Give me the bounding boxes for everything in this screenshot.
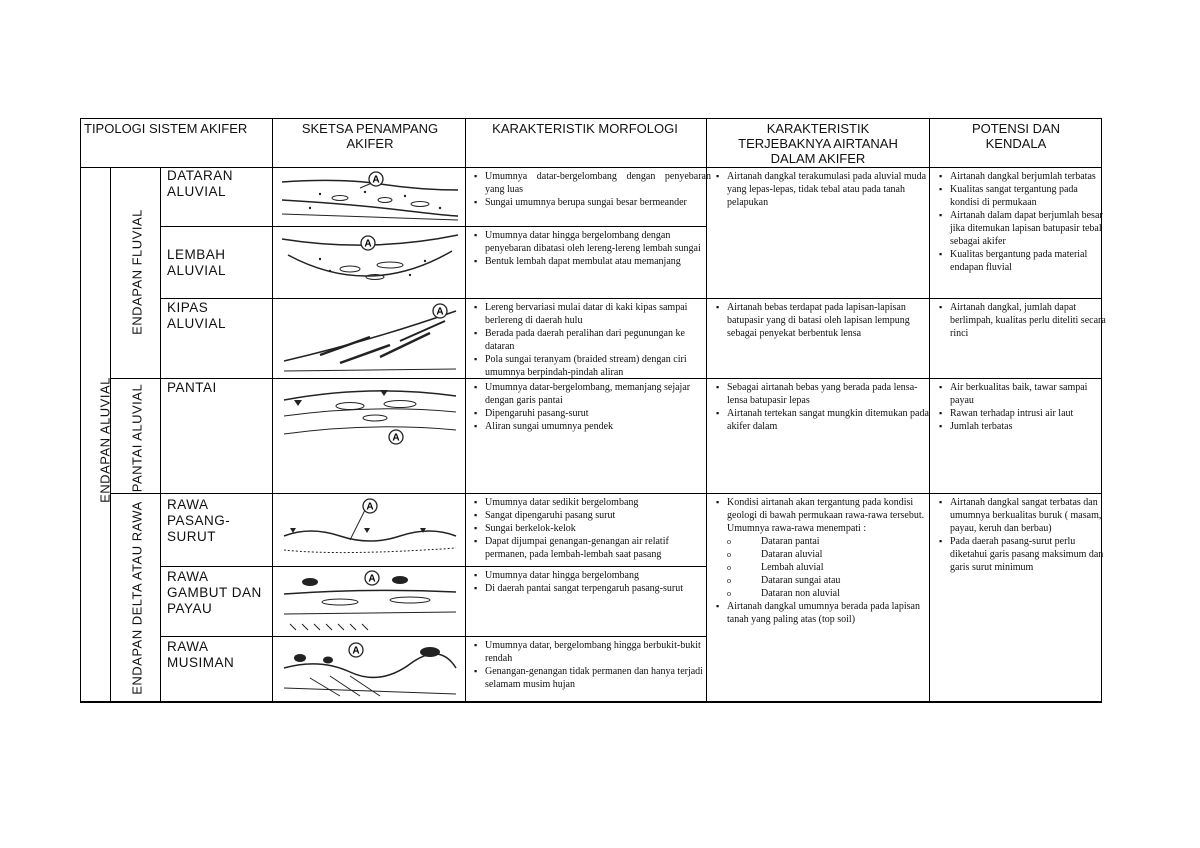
list-item: ▪ Bentuk lembah dapat membulat atau memanjang [485,255,711,268]
sketch-dataran-aluvial [280,170,460,224]
list-item: ▪ Airtanah dalam dapat berjumlah besar jika ditemukan lapisan batupasir tebal sebagai akifer [950,209,1108,248]
grid-line [160,566,706,567]
morfologi-pantai [474,381,711,433]
list-item: ▪ Airtanah dangkal terakumulasi pada aluvial muda yang lepas-lepas, tidak tebal atau pada tanah pelapukan [727,170,933,209]
type-dataran-aluvial: DATARAN ALUVIAL [167,168,234,199]
type-rawa-gambut: RAWA GAMBUT DAN PAYAU [167,569,262,616]
list-item: ▪ Pola sungai teranyam (braided stream) dengan ciri umumnya berpindah-pindah aliran [485,353,711,379]
sub-item: o Dataran pantai [761,535,933,548]
list-item: ▪ Air berkualitas baik, tawar sampai payau [950,381,1108,407]
list-item: ▪ Umumnya datar, bergelombang hingga berbukit-bukit rendah [485,639,711,665]
list-item: ▪ Umumnya datar hingga bergelombang dengan penyebaran dibatasi oleh lereng-lereng lembah sungai [485,229,711,255]
sub-item: o Dataran sungai atau [761,574,933,587]
grid-line [160,167,161,702]
grid-line [110,493,1102,494]
morfologi-gambut [474,569,711,595]
morfologi-pasang [474,496,711,561]
header-potensi: POTENSI DAN KENDALA [971,121,1061,151]
header-morfologi: KARAKTERISTIK MORFOLOGI [492,121,678,136]
potensi-fluvial [939,170,1108,274]
header-sketsa: SKETSA PENAMPANG AKIFER [301,121,439,151]
grid-line [465,118,466,703]
morfologi-kipas [474,301,711,379]
list-item: ▪ Airtanah bebas terdapat pada lapisan-lapisan batupasir yang di batasi oleh lapisan lempung sebagai penyekat berbentuk lensa [727,301,933,340]
sketch-lembah-aluvial [280,229,460,295]
type-lembah-aluvial: LEMBAH ALUVIAL [167,247,227,278]
sub-item: o Dataran non aluvial [761,587,933,600]
grid-line [80,118,1102,119]
sketch-label: A [364,238,372,250]
sketch-label: A [368,573,376,585]
potensi-delta [939,496,1108,574]
sketch-rawa-musiman [280,638,460,700]
header-tipologi: TIPOLOGI SISTEM AKIFER [84,121,248,136]
list-item: ▪ Sungai berkelok-kelok [485,522,711,535]
list-item: ▪ Aliran sungai umumnya pendek [485,420,711,433]
terjebak-kipas [716,301,933,340]
type-rawa-pasang-surut: RAWA PASANG- SURUT [167,497,231,544]
sketch-label: A [392,432,400,444]
list-item: ▪ Di daerah pantai sangat terpengaruh pasang-surut [485,582,711,595]
delta-intro: Kondisi airtanah akan tergantung pada kondisi geologi di bawah permukaan rawa-rawa tersebut. Umumnya rawa-rawa menempati : [727,497,925,534]
sketch-label: A [436,306,444,318]
grid-line [160,298,1102,299]
group-pantai-aluvial: PANTAI ALUVIAL [129,383,145,493]
sketch-kipas-aluvial [280,301,460,375]
grid-line [80,118,81,703]
list-item: ▪ Airtanah tertekan sangat mungkin ditemukan pada akifer dalam [727,407,933,433]
potensi-pantai [939,381,1108,433]
grid-line [160,636,706,637]
group-endapan-delta: ENDAPAN DELTA ATAU RAWA [129,501,145,695]
type-rawa-musiman: RAWA MUSIMAN [167,639,235,670]
list-item: ▪ Dapat dijumpai genangan-genangan air relatif permanen, pada lembah-lembah saat pasang [485,535,711,561]
grid-line [272,118,273,703]
list-item: ▪ Kualitas sangat tergantung pada kondisi di permukaan [950,183,1108,209]
morfologi-dataran [474,170,711,209]
list-item: ▪ Rawan terhadap intrusi air laut [950,407,1108,420]
list-item: ▪ Airtanah dangkal sangat terbatas dan umumnya berkualitas buruk ( masam, payau, keruh dan berbau) [950,496,1108,535]
group-endapan-aluvial: ENDAPAN ALUVIAL [97,377,113,503]
list-item: ▪ Umumnya datar sedikit bergelombang [485,496,711,509]
morfologi-musiman [474,639,711,691]
potensi-kipas [939,301,1108,340]
grid-line [80,701,1102,703]
group-endapan-fluvial: ENDAPAN FLUVIAL [129,209,145,335]
terjebak-fluvial [716,170,933,209]
list-item: ▪ Kualitas bergantung pada material endapan fluvial [950,248,1108,274]
list-item: ▪ Jumlah terbatas [950,420,1108,433]
list-item [727,496,933,600]
type-pantai: PANTAI [167,380,217,395]
sub-item: o Lembah aluvial [761,561,933,574]
sketch-label: A [372,174,380,186]
list-item: ▪ Dipengaruhi pasang-surut [485,407,711,420]
header-terjebak: KARAKTERISTIK TERJEBAKNYA AIRTANAH DALAM AKIFER [738,121,898,166]
list-item: ▪ Umumnya datar-bergelombang dengan penyebaran yang luas [485,170,711,196]
list-item: ▪ Berada pada daerah peralihan dari pegunungan ke dataran [485,327,711,353]
terjebak-delta [716,496,933,626]
morfologi-lembah [474,229,711,268]
type-kipas-aluvial: KIPAS ALUVIAL [167,300,227,331]
sketch-label: A [366,501,374,513]
sketch-rawa-pasang-surut [280,496,460,564]
delta-sublist [727,535,933,600]
list-item: ▪ Airtanah dangkal, jumlah dapat berlimpah, kualitas perlu diteliti secara rinci [950,301,1108,340]
sketch-label: A [352,645,360,657]
list-item: ▪ Umumnya datar-bergelombang, memanjang sejajar dengan garis pantai [485,381,711,407]
list-item: ▪ Pada daerah pasang-surut perlu diketahui garis pasang maksimum dan garis surut minimum [950,535,1108,574]
list-item: ▪ Sebagai airtanah bebas yang berada pada lensa-lensa batupasir lepas [727,381,933,407]
list-item: ▪ Umumnya datar hingga bergelombang [485,569,711,582]
terjebak-pantai [716,381,933,433]
grid-line [160,226,706,227]
list-item: ▪ Genangan-genangan tidak permanen dan hanya terjadi selamam musim hujan [485,665,711,691]
list-item: ▪ Airtanah dangkal umumnya berada pada lapisan tanah yang paling atas (top soil) [727,600,933,626]
list-item: ▪ Lereng bervariasi mulai datar di kaki kipas sampai berlereng di daerah hulu [485,301,711,327]
sketch-rawa-gambut [280,568,460,634]
sketch-pantai [280,382,460,452]
list-item: ▪ Airtanah dangkal berjumlah terbatas [950,170,1108,183]
list-item: ▪ Sangat dipengaruhi pasang surut [485,509,711,522]
sub-item: o Dataran aluvial [761,548,933,561]
list-item: ▪ Sungai umumnya berupa sungai besar bermeander [485,196,711,209]
